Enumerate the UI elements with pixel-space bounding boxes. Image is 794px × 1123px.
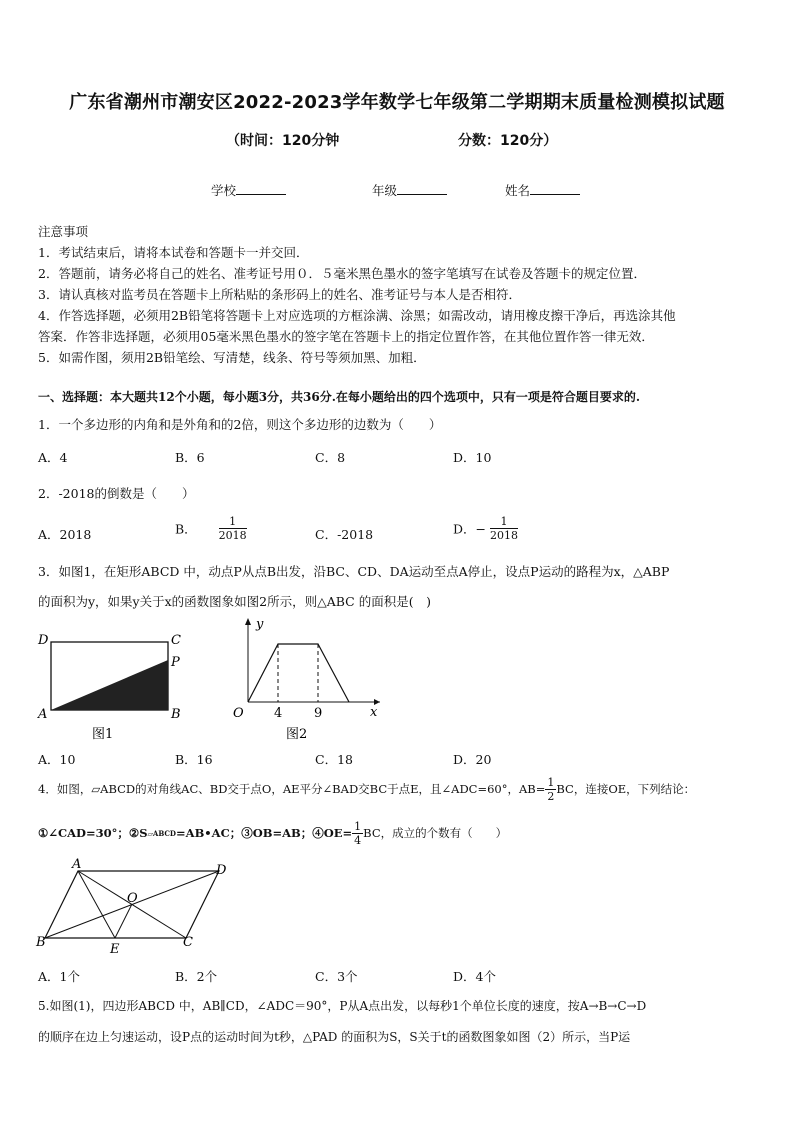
q2-stem: 2．-2018的倒数是（ ） xyxy=(38,486,195,501)
q1-option-b[interactable]: B．6 xyxy=(175,450,205,465)
q3-option-a[interactable]: A．10 xyxy=(38,752,76,767)
fraction-numerator: 1 xyxy=(490,515,518,529)
q2-option-b-label: B． xyxy=(175,521,197,537)
figure-caption: 图1 xyxy=(92,727,114,742)
shaded-triangle-abp xyxy=(51,660,168,710)
grade-field[interactable] xyxy=(372,181,447,199)
notice-item: 4．作答选择题，必须用2B铅笔将答题卡上对应选项的方框涂满、涂黑；如需改动，请用橡皮擦干净后，再选涂其他 xyxy=(38,308,676,323)
label-b: B xyxy=(171,707,181,722)
q3-stem-line2: 的面积为y，如果y关于x的函数图象如图2所示，则△ABC 的面积是( ) xyxy=(38,594,431,609)
q1-stem: 1．一个多边形的内角和是外角和的2倍，则这个多边形的边数为（ ） xyxy=(38,417,442,432)
q4-subscript: ▱ABCD xyxy=(147,829,177,838)
q1-option-c[interactable]: C．8 xyxy=(315,450,346,465)
notice-item: 答案．作答非选择题，必须用05毫米黑色墨水的签字笔在答题卡上的指定位置作答，在其他位置作答一律无效． xyxy=(38,329,654,344)
q4-option-d[interactable]: D．4个 xyxy=(453,969,496,984)
q2-option-c[interactable]: C．-2018 xyxy=(315,527,374,542)
notice-item: 1．考试结束后，请将本试卷和答题卡一并交回． xyxy=(38,245,309,260)
fraction-numerator: 1 xyxy=(547,776,555,789)
q4-option-c[interactable]: C．3个 xyxy=(315,969,358,984)
label-d: D xyxy=(216,863,227,878)
label-a: A xyxy=(72,858,82,872)
grade-label: 年级 xyxy=(372,183,398,198)
q2-option-b-fraction xyxy=(219,515,247,542)
q5-stem-line1: 5.如图(1)，四边形ABCD 中，AB∥CD，∠ADC＝90°，P从A点出发，以每秒1个单位长度的速度，按A→B→C→D xyxy=(38,999,647,1013)
notice-item: 5．如需作图，须用2B铅笔绘、写清楚，线条、符号等须加黑、加粗． xyxy=(38,350,426,365)
grade-blank[interactable] xyxy=(397,182,447,195)
q2-option-d-fraction xyxy=(490,515,518,542)
q4-text: BC，连接OE，下列结论： xyxy=(556,782,696,796)
q4-fraction-quarter xyxy=(352,820,363,847)
tick-label: 4 xyxy=(274,706,283,721)
q1-option-d[interactable]: D．10 xyxy=(453,450,492,465)
q5-stem-line2: 的顺序在边上匀速运动，设P点的运动时间为t秒，△PAD 的面积为S，S关于t的函数图象如图（2）所示，当P运 xyxy=(38,1030,631,1044)
label-d: D xyxy=(38,633,49,648)
label-y: y xyxy=(256,617,264,632)
label-p: P xyxy=(171,655,180,670)
fraction-denominator: 2 xyxy=(547,790,555,803)
q4-text: BC，成立的个数有（ ） xyxy=(363,826,508,840)
label-c: C xyxy=(183,935,193,950)
school-blank[interactable] xyxy=(236,182,286,195)
exam-score: 分数：120分） xyxy=(458,133,558,149)
label-x: x xyxy=(370,705,378,720)
y-axis-arrow xyxy=(245,618,251,625)
school-field[interactable] xyxy=(211,181,286,199)
section-heading: 一、选择题：本大题共12个小题，每小题3分，共36分.在每小题给出的四个选项中，只有一项是符合题目要求的. xyxy=(38,390,641,404)
function-graph xyxy=(248,644,349,702)
figure-caption: 图2 xyxy=(286,727,308,742)
label-e: E xyxy=(110,942,120,957)
notice-heading: 注意事项 xyxy=(38,224,89,239)
q3-option-c[interactable]: C．18 xyxy=(315,752,353,767)
fraction-numerator: 1 xyxy=(219,515,247,529)
fraction-numerator: 1 xyxy=(354,820,362,833)
q4-stem-line1 xyxy=(38,776,695,803)
q3-stem-line1: 3．如图1，在矩形ABCD 中，动点P从点B出发，沿BC、CD、DA运动至点A停止，设点P运动的路程为x，△ABP xyxy=(38,564,670,579)
q3-option-d[interactable]: D．20 xyxy=(453,752,492,767)
school-label: 学校 xyxy=(211,183,237,198)
label-c: C xyxy=(171,633,181,648)
q2-option-d-label: D．− xyxy=(453,521,486,537)
q4-fraction-half xyxy=(545,776,556,803)
notice-item: 2．答题前，请务必将自己的姓名、准考证号用０．５毫米黑色墨水的签字笔填写在试卷及答题卡的规定位置． xyxy=(38,266,646,281)
segment-ae xyxy=(78,871,115,938)
fraction-denominator: 2018 xyxy=(489,529,518,542)
q2-option-d[interactable] xyxy=(453,515,518,542)
page-title: 广东省潮州市潮安区2022-2023学年数学七年级第二学期期末质量检测模拟试题 xyxy=(69,92,725,113)
q4-figure xyxy=(33,858,233,958)
q3-figure-2 xyxy=(222,614,392,746)
name-label: 姓名 xyxy=(505,183,531,198)
q1-option-a[interactable]: A．4 xyxy=(38,450,68,465)
name-blank[interactable] xyxy=(530,182,580,195)
label-b: B xyxy=(36,935,46,950)
q4-stem-line2 xyxy=(38,820,507,847)
label-a: A xyxy=(38,707,48,722)
notice-item: 3．请认真核对监考员在答题卡上所粘贴的条形码上的姓名、准考证号与本人是否相符． xyxy=(38,287,521,302)
exam-time: （时间：120分钟 xyxy=(226,133,340,149)
tick-label: 9 xyxy=(314,706,323,721)
label-origin: O xyxy=(233,706,244,721)
q4-text: =AB•AC；③OB=AB；④OE= xyxy=(176,826,353,840)
q3-figure-1 xyxy=(30,626,195,746)
q4-text: ①∠CAD=30°；②S xyxy=(38,826,148,840)
fraction-denominator: 2018 xyxy=(218,529,247,542)
name-field[interactable] xyxy=(505,181,580,199)
label-o: O xyxy=(127,891,138,906)
fraction-denominator: 4 xyxy=(354,834,362,847)
q4-option-b[interactable]: B．2个 xyxy=(175,969,218,984)
q4-text: 4．如图，▱ABCD的对角线AC、BD交于点O，AE平分∠BAD交BC于点E，且∠ADC=60°，AB= xyxy=(38,782,546,796)
segment-oe xyxy=(115,904,132,938)
q3-option-b[interactable]: B．16 xyxy=(175,752,213,767)
q2-option-b[interactable] xyxy=(175,515,247,542)
q4-option-a[interactable]: A．1个 xyxy=(38,969,80,984)
q2-option-a[interactable]: A．2018 xyxy=(38,527,92,542)
